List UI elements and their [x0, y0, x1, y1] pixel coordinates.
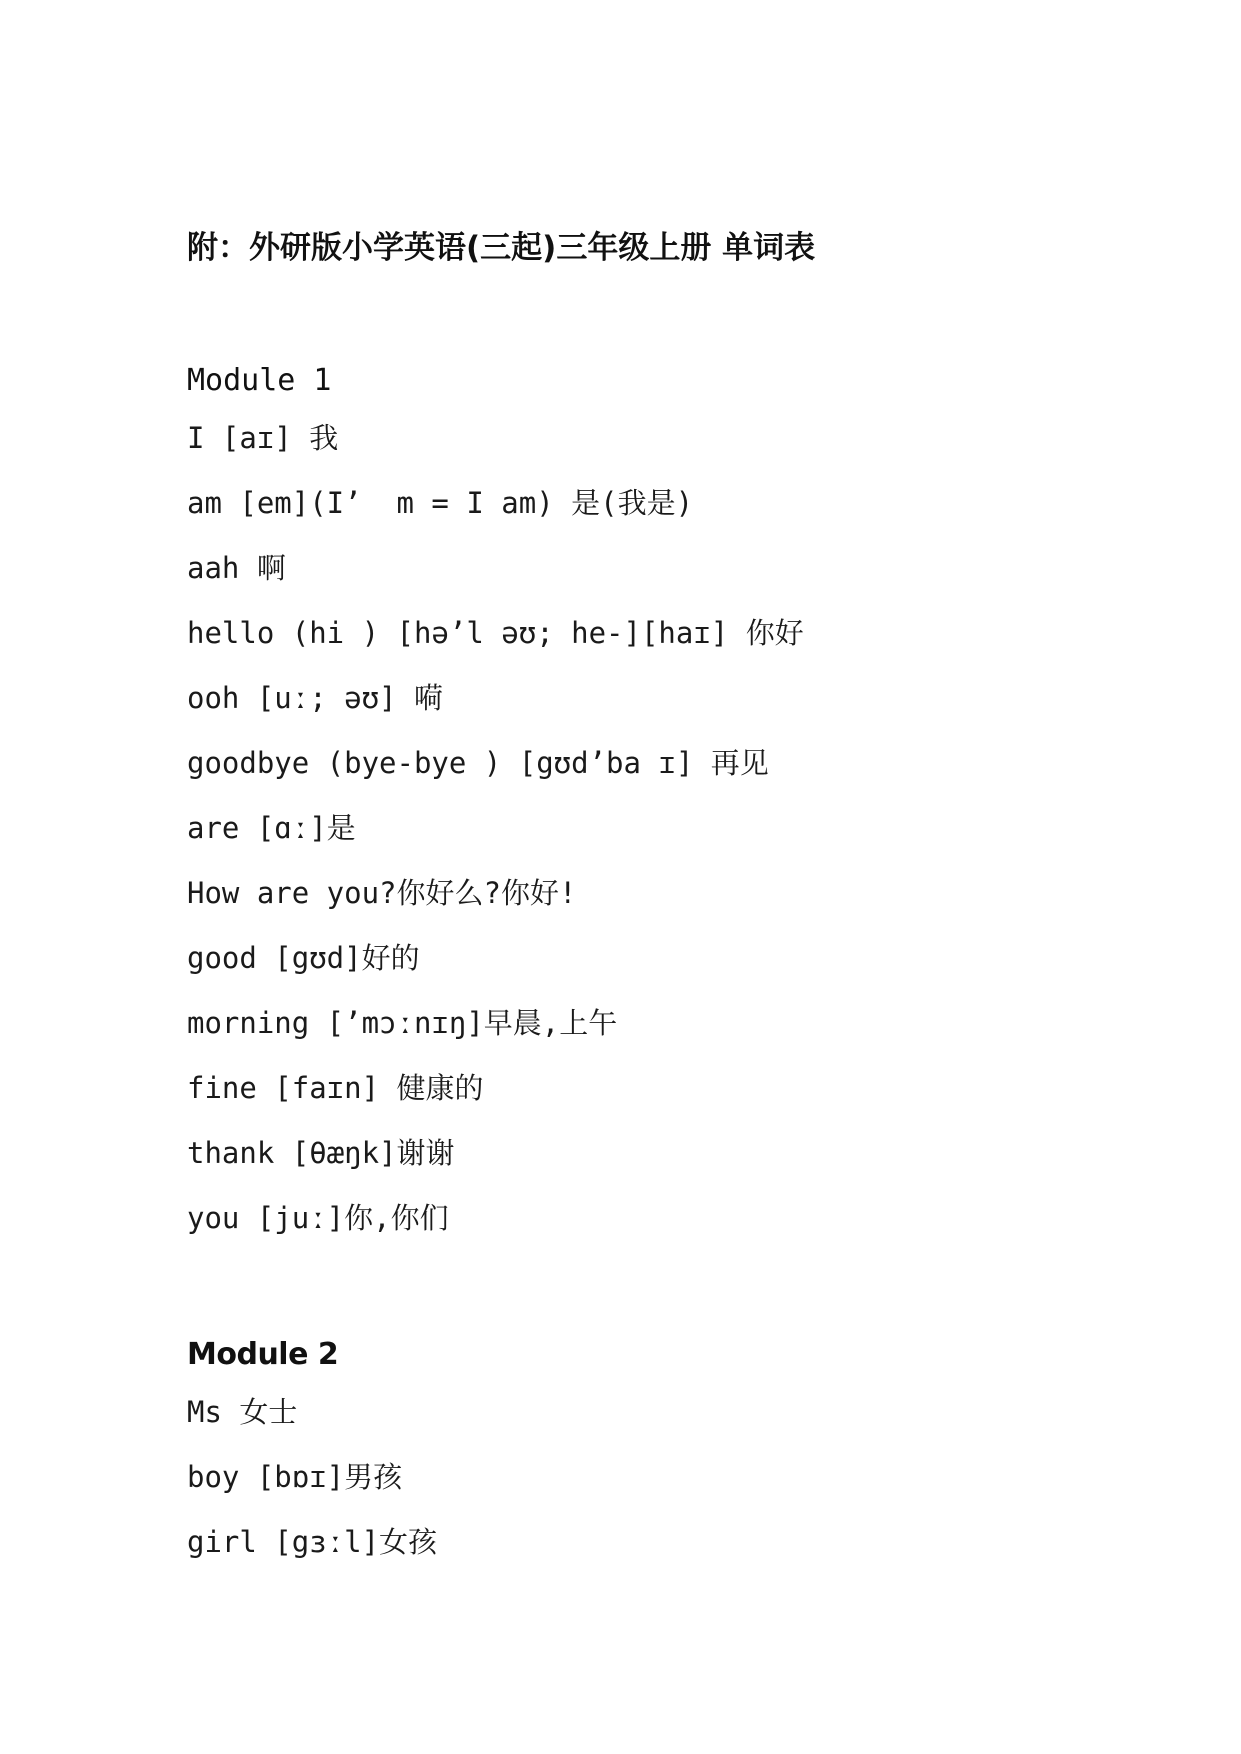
- word-entry: How are you?你好么?你好!: [187, 876, 577, 910]
- word-entry: girl [gɜːl]女孩: [187, 1525, 438, 1559]
- module-heading: Module 2: [187, 1337, 339, 1372]
- word-entry: am [em](I’ m = I am) 是(我是): [187, 486, 694, 520]
- module-heading: Module 1: [187, 363, 332, 398]
- word-entry: are [ɑː]是: [187, 811, 356, 845]
- module-2-section: [187, 1330, 1087, 1575]
- word-entry: boy [bɒɪ]男孩: [187, 1460, 403, 1494]
- document-page: [187, 0, 1147, 1754]
- word-entry: hello (hi ) [hə’l əʊ; he-][haɪ] 你好: [187, 616, 804, 650]
- word-entry: Ms 女士: [187, 1395, 298, 1429]
- word-entry: thank [θæŋk]谢谢: [187, 1136, 455, 1170]
- document-title: 附：外研版小学英语(三起)三年级上册 单词表: [187, 230, 816, 266]
- word-entry: aah 啊: [187, 551, 286, 585]
- word-entry: I [aɪ] 我: [187, 421, 339, 455]
- word-entry: you [juː]你,你们: [187, 1201, 449, 1235]
- word-entry: morning [’mɔːnɪŋ]早晨,上午: [187, 1006, 618, 1040]
- word-entry: good [gʊd]好的: [187, 941, 420, 975]
- word-list: [187, 1380, 1087, 1575]
- module-1-section: [187, 356, 1087, 1251]
- word-entry: fine [faɪn] 健康的: [187, 1071, 484, 1105]
- word-entry: goodbye (bye-bye ) [gʊd’ba ɪ] 再见: [187, 746, 769, 780]
- word-entry: ooh [uː; əʊ] 嗬: [187, 681, 443, 715]
- word-list: [187, 406, 1087, 1251]
